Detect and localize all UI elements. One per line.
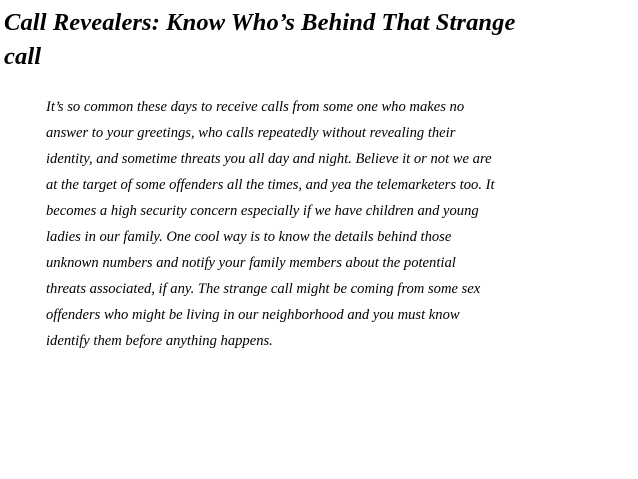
body-line: offenders who might be living in our neighborhood and you must know <box>46 307 460 323</box>
body-line: answer to your greetings, who calls repeatedly without revealing their <box>46 125 456 141</box>
body-paragraph <box>46 94 606 354</box>
body-line: unknown numbers and notify your family members about the potential <box>46 255 456 271</box>
title-line: call <box>4 43 42 70</box>
body-line: threats associated, if any. The strange call might be coming from some sex <box>46 281 481 297</box>
body-line: at the target of some offenders all the times, and yea the telemarketers too. It <box>46 177 495 193</box>
body-line: identity, and sometime threats you all day and night. Believe it or not we are <box>46 151 492 167</box>
body-line: becomes a high security concern especially if we have children and young <box>46 203 479 219</box>
slide-title <box>4 6 624 74</box>
title-line: Call Revealers: Know Who’s Behind That Strange <box>4 9 516 36</box>
body-line: It’s so common these days to receive calls from some one who makes no <box>46 99 465 115</box>
body-line: ladies in our family. One cool way is to know the details behind those <box>46 229 452 245</box>
body-line: identify them before anything happens. <box>46 333 273 349</box>
